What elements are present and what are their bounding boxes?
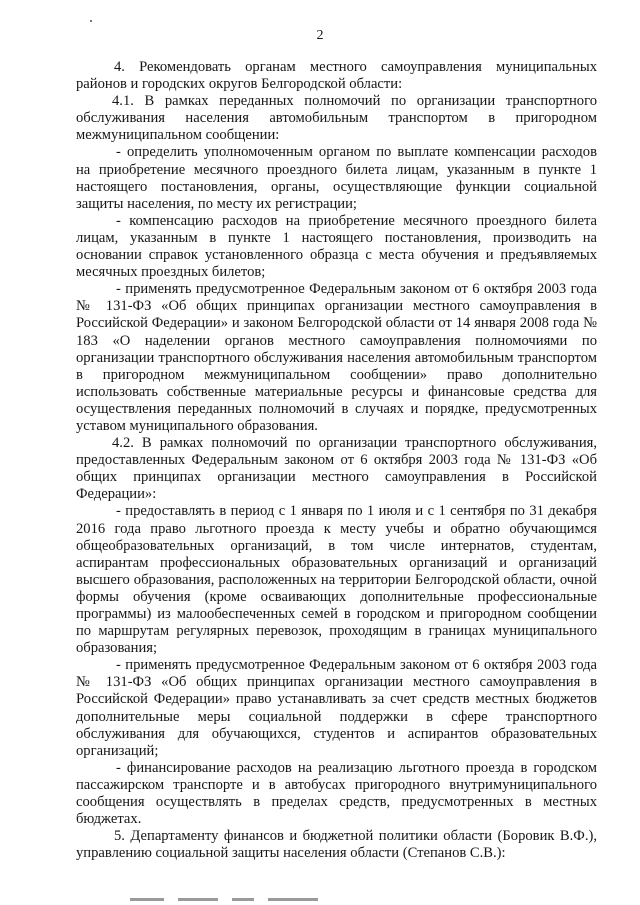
paragraph-5: 5. Департаменту финансов и бюджетной политики области (Боровик В.Ф.), управлению социальной защиты населения области (Степанов С.В.):: [76, 828, 597, 862]
paragraph-4-2: 4.2. В рамках полномочий по организации транспортного обслуживания, предоставленных Федеральным законом от 6 октября 2003 года № 131-ФЗ «Об общих принципах организации местного самоуправления в Российской Федерации»:: [76, 435, 597, 503]
footer-fragment: [232, 898, 254, 901]
footer-fragment: [178, 898, 218, 901]
page-number: 2: [316, 28, 324, 43]
paragraph-4-2-item-1: - предоставлять в период с 1 января по 1 июля и с 1 сентября по 31 декабря 2016 года право льготного проезда к месту учебы и обратно обучающимся общеобразовательных организаций, в том числе интернатов, студентам, аспирантам профессиональных образовательных организаций и организаций высшего образования, расположенных на территории Белгородской области, очной формы обучения (кроме осваивающих дополнительные профессиональные программы) из малообеспеченных семей в городском и пригородном сообщении по маршрутам регулярных перевозок, проходящим в границах муниципального образования;: [76, 503, 597, 657]
paragraph-4-1-item-1: - определить уполномоченным органом по выплате компенсации расходов на приобретение месячного проездного билета лицам, указанным в пункте 1 настоящего постановления, органы, осуществляющие функции социальной защиты населения, по месту их регистрации;: [76, 144, 597, 212]
paragraph-4-2-item-2: - применять предусмотренное Федеральным законом от 6 октября 2003 года № 131-ФЗ «Об общих принципах организации местного самоуправления в Российской Федерации» право устанавливать за счет средств местных бюджетов дополнительные меры социальной поддержки в сфере транспортного обслуживания для обучающихся, студентов и аспирантов образовательных организаций;: [76, 657, 597, 759]
footer-fragment: [268, 898, 318, 901]
scan-speck: [90, 20, 92, 22]
footer-fragment: [130, 898, 164, 901]
cut-off-footer-text: [130, 893, 390, 905]
document-body: [76, 59, 597, 862]
paragraph-4-2-item-3: - финансирование расходов на реализацию льготного проезда в городском пассажирском транспорте и в автобусах пригородного внутримуниципального сообщения осуществлять в пределах средств, предусмотренных в местных бюджетах.: [76, 759, 597, 828]
paragraph-4-1: 4.1. В рамках переданных полномочий по организации транспортного обслуживания населения автомобильным транспортом в пригородном межмуниципальном сообщении:: [76, 93, 597, 144]
paragraph-4-1-item-2: - компенсацию расходов на приобретение месячного проездного билета лицам, указанным в пункте 1 настоящего постановления, производить на основании справок установленного образца с места обучения и предъявляемых месячных проездных билетов;: [76, 212, 597, 281]
paragraph-4-1-item-3: - применять предусмотренное Федеральным законом от 6 октября 2003 года № 131-ФЗ «Об общих принципах организации местного самоуправления в Российской Федерации» и законом Белгородской области от 14 января 2008 года № 183 «О наделении органов местного самоуправления полномочиями по организации транспортного обслуживания населения автомобильным транспортом в пригородном межмуниципальном сообщении» право дополнительно использовать собственные материальные ресурсы и финансовые средства для осуществления переданных полномочий в случаях и порядке, предусмотренных уставом муниципального образования.: [76, 281, 597, 434]
paragraph-4: 4. Рекомендовать органам местного самоуправления муниципальных районов и городских округов Белгородской области:: [76, 59, 597, 93]
